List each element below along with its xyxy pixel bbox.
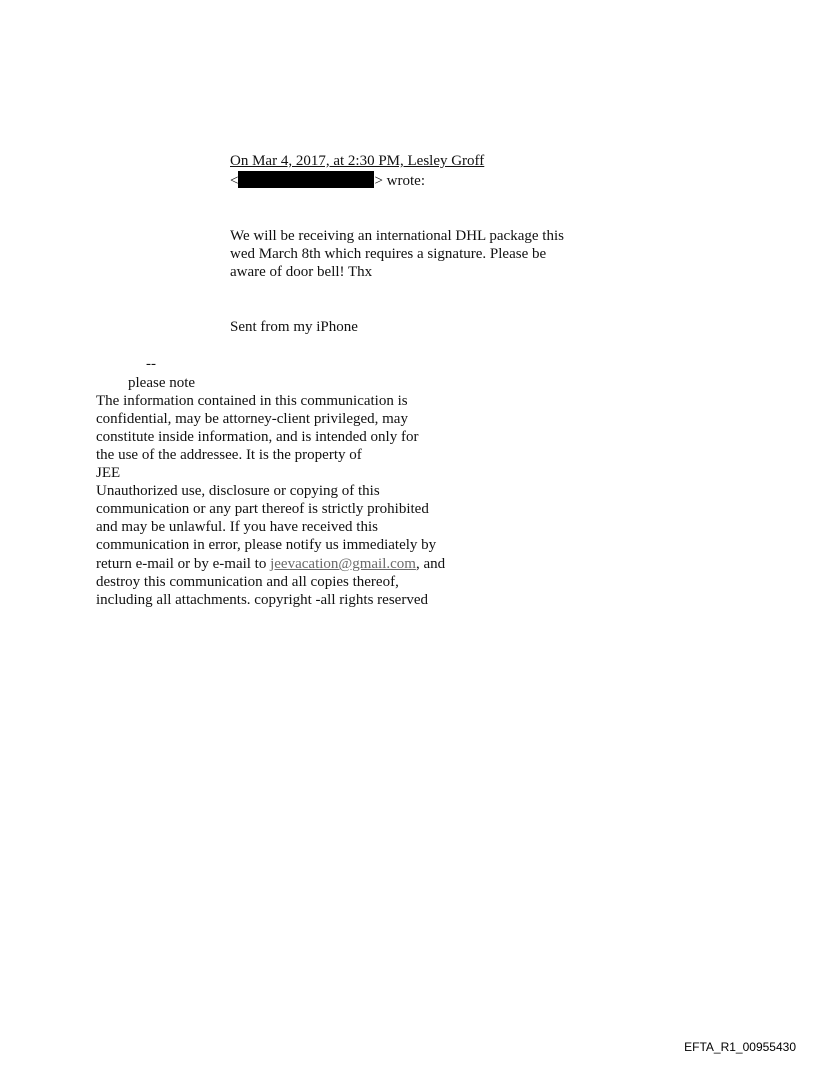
- disclaimer-line: communication in error, please notify us immediately by: [96, 537, 437, 553]
- email-signature: Sent from my iPhone: [230, 319, 358, 335]
- link-suffix: , and: [415, 556, 446, 572]
- addr-close: > wrote:: [374, 173, 425, 189]
- disclaimer-line: The information contained in this communication is: [96, 393, 408, 409]
- disclaimer-line: including all attachments. copyright -all rights reserved: [96, 592, 428, 608]
- body-line: wed March 8th which requires a signature. Please be: [230, 246, 547, 262]
- signature-separator: --: [146, 356, 156, 372]
- disclaimer-line: JEE: [96, 465, 121, 481]
- note-label: please note: [128, 375, 196, 391]
- disclaimer-line: Unauthorized use, disclosure or copying of this: [96, 483, 380, 499]
- disclaimer-line: constitute inside information, and is intended only for: [96, 429, 419, 445]
- body-line: aware of door bell! Thx: [230, 264, 373, 280]
- addr-open: <: [230, 173, 239, 189]
- sender-address-line: [230, 171, 425, 190]
- quoted-header: [230, 152, 484, 170]
- disclaimer-line: confidential, may be attorney-client privileged, may: [96, 411, 408, 427]
- disclaimer-line: the use of the addressee. It is the property of: [96, 447, 362, 463]
- redaction-bar: [238, 171, 374, 188]
- body-line: We will be receiving an international DHL package this: [230, 228, 564, 244]
- disclaimer-line: communication or any part thereof is strictly prohibited: [96, 501, 429, 517]
- email-link[interactable]: jeevacation@gmail.com: [270, 556, 416, 572]
- link-prefix: return e-mail or by e-mail to: [96, 556, 271, 572]
- disclaimer-link-line: [96, 555, 445, 573]
- disclaimer-line: and may be unlawful. If you have received this: [96, 519, 378, 535]
- bates-number: EFTA_R1_00955430: [684, 1040, 796, 1054]
- disclaimer-line: destroy this communication and all copies thereof,: [96, 574, 399, 590]
- header-text: On Mar 4, 2017, at 2:30 PM, Lesley Groff: [230, 153, 485, 169]
